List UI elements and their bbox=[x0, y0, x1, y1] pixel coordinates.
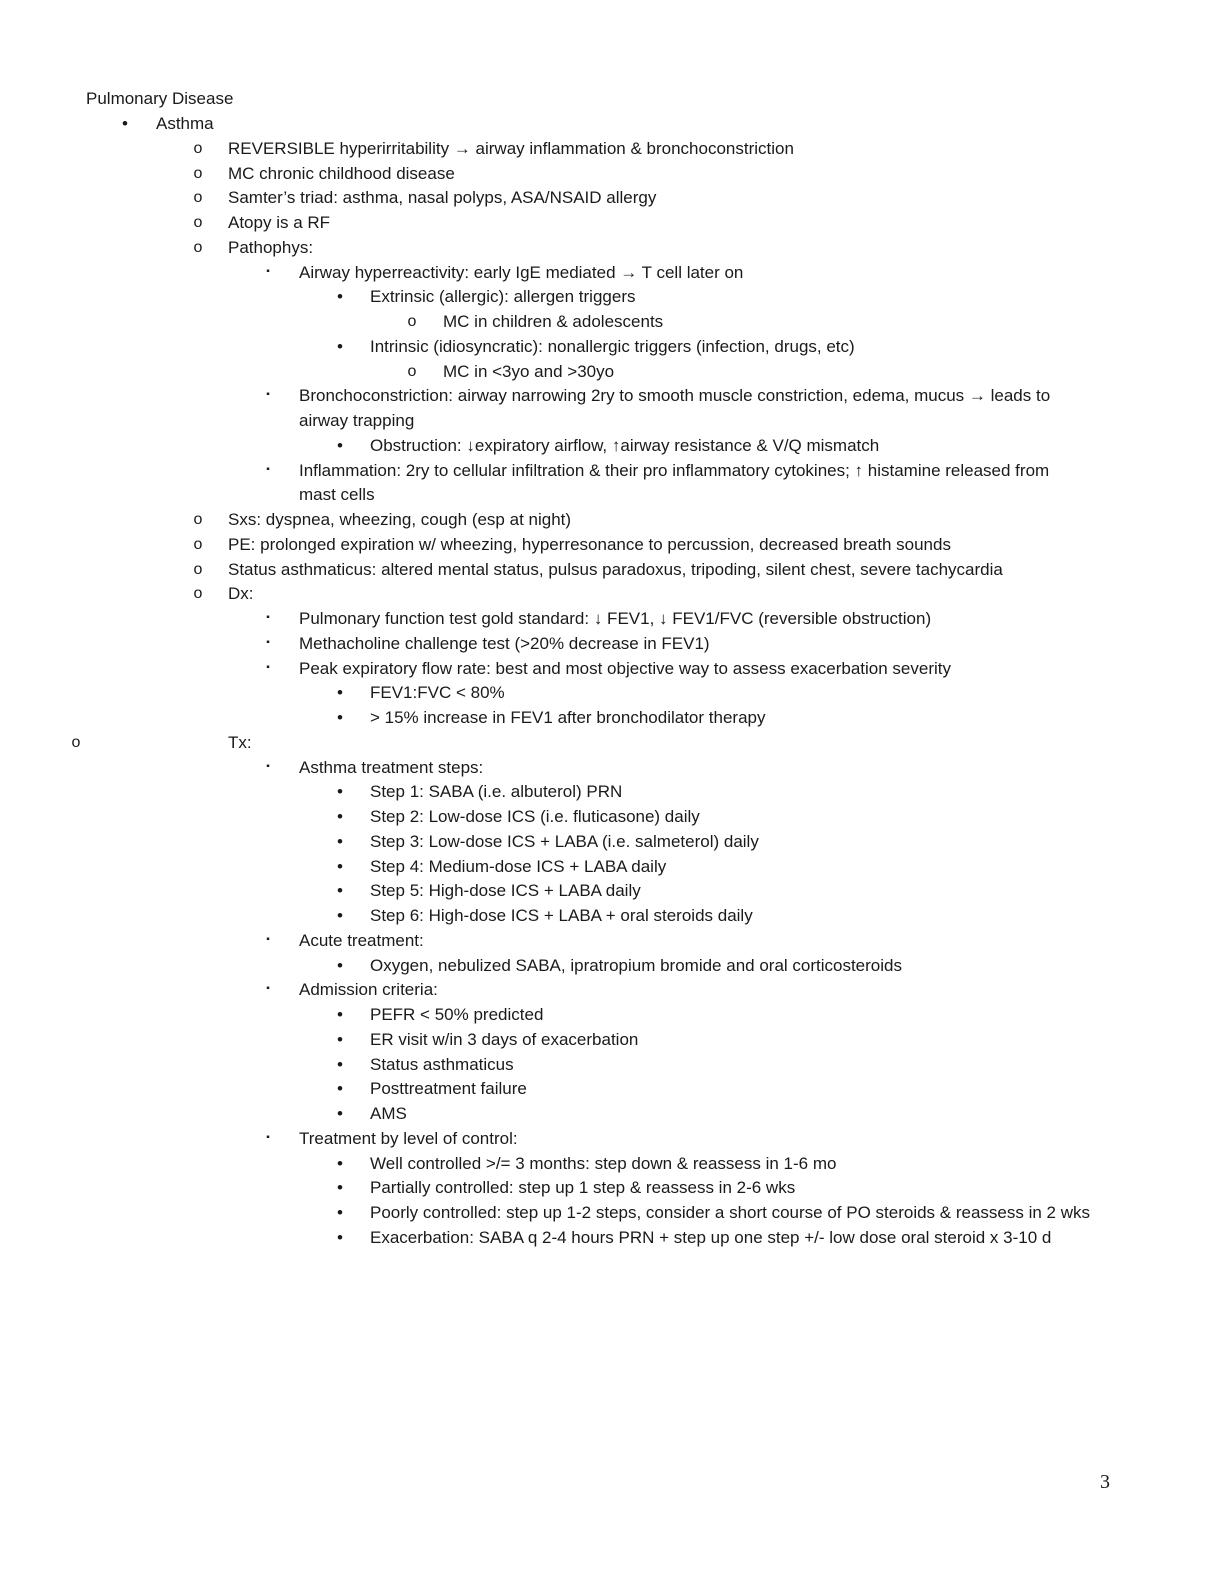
outline-item-text: Oxygen, nebulized SABA, ipratropium bromide and oral corticosteroids bbox=[370, 955, 902, 975]
outline-item-text: > 15% increase in FEV1 after bronchodilator therapy bbox=[370, 708, 766, 727]
square-bullet-icon: ▪ bbox=[266, 661, 270, 673]
outline-item-text: Inflammation: 2ry to cellular infiltration & their pro inflammatory cytokines; ↑ histamine released from bbox=[299, 460, 1050, 480]
disc-bullet-icon: • bbox=[337, 955, 343, 975]
disc-bullet-icon: • bbox=[122, 114, 128, 133]
outline-item-text: Methacholine challenge test (>20% decrease in FEV1) bbox=[299, 633, 710, 653]
circle-bullet-icon: o bbox=[193, 214, 203, 231]
outline-item-text: Asthma treatment steps: bbox=[299, 757, 484, 777]
square-bullet-icon: ▪ bbox=[266, 463, 270, 475]
disc-bullet-icon: • bbox=[337, 856, 343, 876]
outline-item-text: airway trapping bbox=[299, 411, 415, 430]
circle-bullet-icon: o bbox=[193, 511, 203, 528]
outline-item-text: Airway hyperreactivity: early IgE mediated → T cell later on bbox=[299, 262, 744, 282]
outline-item-text: Intrinsic (idiosyncratic): nonallergic triggers (infection, drugs, etc) bbox=[370, 336, 855, 356]
outline-item-text: Extrinsic (allergic): allergen triggers bbox=[370, 287, 636, 307]
outline-item-text: Step 2: Low-dose ICS (i.e. fluticasone) daily bbox=[370, 807, 700, 826]
outline-item-text: Acute treatment: bbox=[299, 930, 424, 950]
square-bullet-icon: ▪ bbox=[266, 636, 270, 648]
outline-item-text: Treatment by level of control: bbox=[299, 1128, 518, 1148]
outline-item-text: ER visit w/in 3 days of exacerbation bbox=[370, 1029, 639, 1049]
square-bullet-icon: ▪ bbox=[266, 389, 270, 401]
disc-bullet-icon: • bbox=[337, 782, 343, 802]
outline-item-text: Pulmonary function test gold standard: ↓ FEV1, ↓ FEV1/FVC (reversible obstruction) bbox=[299, 609, 932, 628]
outline-item-text: Dx: bbox=[228, 584, 254, 604]
outline-item-text: Bronchoconstriction: airway narrowing 2ry to smooth muscle constriction, edema, mucus → leads to bbox=[299, 386, 1051, 406]
outline-item-text: PE: prolonged expiration w/ wheezing, hyperresonance to percussion, decreased breath sounds bbox=[228, 534, 951, 554]
disc-bullet-icon: • bbox=[337, 708, 343, 727]
disc-bullet-icon: • bbox=[337, 881, 343, 901]
outline-item-text: Step 3: Low-dose ICS + LABA (i.e. salmeterol) daily bbox=[370, 831, 759, 851]
square-bullet-icon: ▪ bbox=[266, 1131, 270, 1143]
disc-bullet-icon: • bbox=[337, 1203, 343, 1222]
circle-bullet-icon: o bbox=[193, 189, 203, 207]
page-title-text: Pulmonary Disease bbox=[86, 89, 234, 108]
outline-item-text: Well controlled >/= 3 months: step down & reassess in 1-6 mo bbox=[370, 1153, 837, 1173]
outline-item-text: Poorly controlled: step up 1-2 steps, consider a short course of PO steroids & reassess in 2 wks bbox=[370, 1203, 1091, 1222]
outline-item-text: Step 1: SABA (i.e. albuterol) PRN bbox=[370, 782, 623, 802]
disc-bullet-icon: • bbox=[337, 1079, 343, 1099]
outline-item-text: PEFR < 50% predicted bbox=[370, 1005, 544, 1024]
outline-item-text: MC chronic childhood disease bbox=[228, 163, 455, 183]
square-bullet-icon: ▪ bbox=[266, 933, 270, 945]
disc-bullet-icon: • bbox=[337, 336, 343, 356]
circle-bullet-icon: o bbox=[193, 535, 203, 553]
outline-item-text: Exacerbation: SABA q 2-4 hours PRN + step up one step +/- low dose oral steroid x 3-10 d bbox=[370, 1227, 1052, 1247]
outline-item-text: Samter’s triad: asthma, nasal polyps, ASA/NSAID allergy bbox=[228, 188, 657, 208]
outline-item-text: Posttreatment failure bbox=[370, 1079, 527, 1099]
outline-item-text: Sxs: dyspnea, wheezing, cough (esp at night) bbox=[228, 510, 572, 529]
disc-bullet-icon: • bbox=[337, 1005, 343, 1024]
square-bullet-icon: ▪ bbox=[266, 760, 270, 772]
outline-item-text: Step 6: High-dose ICS + LABA + oral steroids daily bbox=[370, 906, 753, 925]
outline-item-text: Partially controlled: step up 1 step & reassess in 2-6 wks bbox=[370, 1178, 796, 1198]
outline-item-text: mast cells bbox=[299, 485, 375, 505]
circle-bullet-icon: o bbox=[407, 362, 417, 380]
square-bullet-icon: ▪ bbox=[266, 265, 270, 277]
outline-item-text: AMS bbox=[370, 1104, 407, 1123]
circle-bullet-icon: o bbox=[71, 733, 81, 751]
disc-bullet-icon: • bbox=[337, 1054, 343, 1074]
disc-bullet-icon: • bbox=[337, 807, 343, 826]
disc-bullet-icon: • bbox=[337, 1029, 343, 1049]
outline-item-text: Pathophys: bbox=[228, 237, 314, 257]
outline-item-text: Step 5: High-dose ICS + LABA daily bbox=[370, 881, 641, 901]
page-number: 3 bbox=[1100, 1471, 1110, 1493]
disc-bullet-icon: • bbox=[337, 906, 343, 925]
outline-item-text: Admission criteria: bbox=[299, 980, 438, 1000]
outline-item-text: Step 4: Medium-dose ICS + LABA daily bbox=[370, 856, 667, 876]
square-bullet-icon: ▪ bbox=[266, 612, 270, 623]
outline-item-text: Status asthmaticus: altered mental status, pulsus paradoxus, tripoding, silent chest, severe tachycardia bbox=[228, 559, 1003, 579]
circle-bullet-icon: o bbox=[193, 560, 203, 578]
circle-bullet-icon: o bbox=[193, 238, 203, 256]
disc-bullet-icon: • bbox=[337, 1153, 343, 1173]
outline-item-text: Atopy is a RF bbox=[228, 213, 331, 232]
disc-bullet-icon: • bbox=[337, 831, 343, 851]
outline-item-text: Obstruction: ↓expiratory airflow, ↑airway resistance & V/Q mismatch bbox=[370, 435, 880, 455]
outline-item-text: MC in <3yo and >30yo bbox=[443, 361, 615, 381]
disc-bullet-icon: • bbox=[337, 1178, 343, 1198]
circle-bullet-icon: o bbox=[193, 139, 203, 157]
disc-bullet-icon: • bbox=[337, 287, 343, 307]
circle-bullet-icon: o bbox=[193, 585, 203, 603]
disc-bullet-icon: • bbox=[337, 683, 343, 703]
outline-item-text: Tx: bbox=[228, 732, 252, 752]
circle-bullet-icon: o bbox=[193, 164, 203, 182]
disc-bullet-icon: • bbox=[337, 1104, 343, 1123]
outline-item-text: Peak expiratory flow rate: best and most objective way to assess exacerbation severity bbox=[299, 658, 951, 678]
square-bullet-icon: ▪ bbox=[266, 983, 270, 995]
disc-bullet-icon: • bbox=[337, 1227, 343, 1247]
outline-item-text: REVERSIBLE hyperirritability → airway inflammation & bronchoconstriction bbox=[228, 138, 794, 158]
outline-item-text: Status asthmaticus bbox=[370, 1054, 514, 1074]
outline-item-text: Asthma bbox=[156, 114, 214, 133]
disc-bullet-icon: • bbox=[337, 435, 343, 455]
outline-item-text: FEV1:FVC < 80% bbox=[370, 683, 505, 703]
outline-item-text: MC in children & adolescents bbox=[443, 312, 664, 331]
circle-bullet-icon: o bbox=[407, 313, 417, 330]
